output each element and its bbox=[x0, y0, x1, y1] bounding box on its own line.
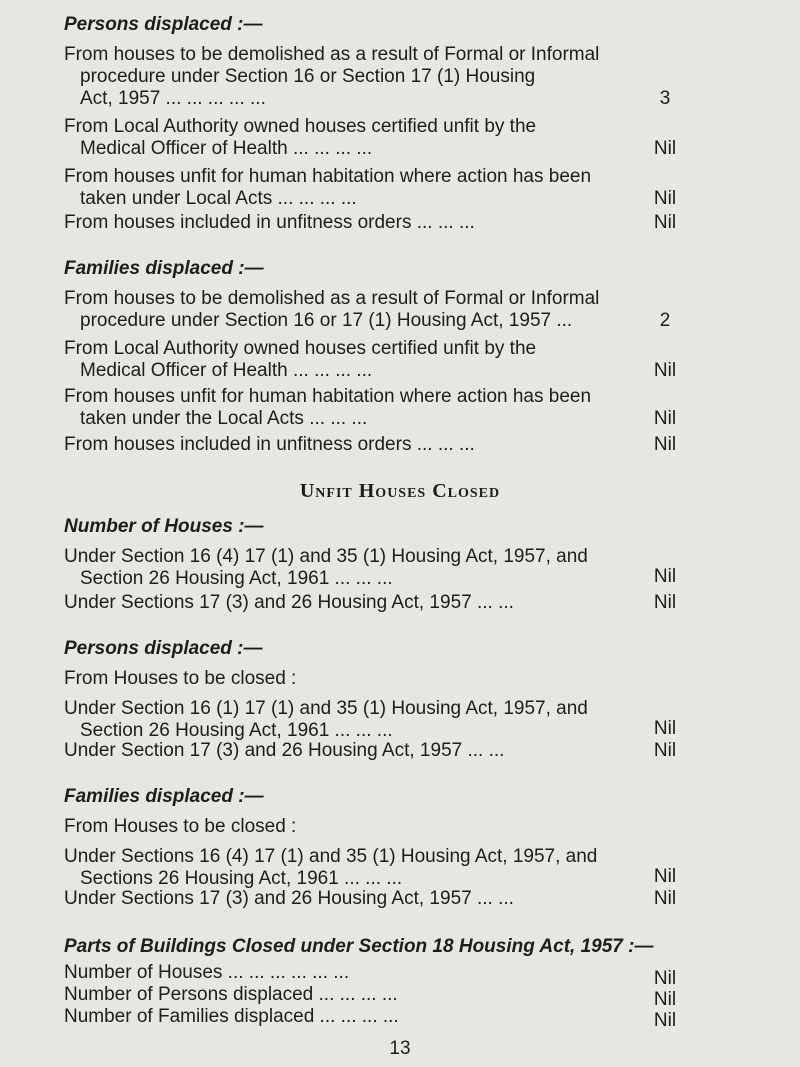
row-text: Number of Houses ... ... ... ... ... ... bbox=[64, 962, 350, 983]
row-value: Nil bbox=[653, 138, 677, 159]
section-heading: Parts of Buildings Closed under Section 18 Housing Act, 1957 :— bbox=[64, 936, 654, 957]
row-text: From houses unfit for human habitation where action has been bbox=[64, 166, 592, 187]
row-text: From houses included in unfitness orders ... ... ... bbox=[64, 434, 475, 455]
table-row bbox=[64, 338, 624, 382]
row-text: Number of Persons displaced ... ... ... ... bbox=[64, 984, 398, 1005]
row-text: procedure under Section 16 or Section 17 (1) Housing bbox=[80, 66, 536, 87]
table-row bbox=[64, 1006, 624, 1028]
row-value: Nil bbox=[653, 188, 677, 209]
row-text: Number of Families displaced ... ... ... ... bbox=[64, 1006, 399, 1027]
row-text: Under Section 16 (4) 17 (1) and 35 (1) Housing Act, 1957, and bbox=[64, 546, 588, 567]
row-text: From Local Authority owned houses certified unfit by the bbox=[64, 116, 537, 137]
section-intro: From Houses to be closed : bbox=[64, 816, 297, 837]
table-row bbox=[64, 288, 624, 332]
row-text: From houses included in unfitness orders ... ... ... bbox=[64, 212, 475, 233]
row-text: Section 26 Housing Act, 1961 ... ... ... bbox=[80, 720, 393, 741]
row-value: Nil bbox=[653, 718, 677, 739]
row-value: Nil bbox=[653, 888, 677, 909]
table-row bbox=[64, 984, 624, 1006]
row-value: Nil bbox=[653, 360, 677, 381]
row-text: Sections 26 Housing Act, 1961 ... ... ... bbox=[80, 868, 403, 889]
row-value: Nil bbox=[653, 592, 677, 613]
row-text: Under Section 17 (3) and 26 Housing Act, 1957 ... ... bbox=[64, 740, 505, 761]
table-row bbox=[64, 386, 624, 430]
table-row bbox=[64, 740, 624, 762]
table-row bbox=[64, 962, 624, 984]
table-row bbox=[64, 888, 624, 910]
row-text: Medical Officer of Health ... ... ... ... bbox=[80, 138, 373, 159]
row-text: From houses to be demolished as a result of Formal or Informal bbox=[64, 44, 600, 65]
table-row bbox=[64, 592, 624, 614]
table-row bbox=[64, 166, 624, 210]
section-heading: Families displaced :— bbox=[64, 258, 264, 279]
row-value: Nil bbox=[653, 434, 677, 455]
section-heading: Persons displaced :— bbox=[64, 638, 263, 659]
row-value: Nil bbox=[653, 740, 677, 761]
row-text: Under Sections 17 (3) and 26 Housing Act, 1957 ... ... bbox=[64, 888, 514, 909]
table-row bbox=[64, 698, 624, 742]
table-row bbox=[64, 434, 624, 456]
table-row bbox=[64, 212, 624, 234]
row-value: Nil bbox=[653, 968, 677, 989]
section-title: Unfit Houses Closed bbox=[299, 480, 501, 502]
row-value: Nil bbox=[653, 566, 677, 587]
row-text: From houses unfit for human habitation where action has been bbox=[64, 386, 592, 407]
row-value: Nil bbox=[653, 1010, 677, 1031]
row-value: Nil bbox=[653, 212, 677, 233]
section-intro: From Houses to be closed : bbox=[64, 668, 297, 689]
row-value: 2 bbox=[659, 310, 671, 331]
row-value: Nil bbox=[653, 989, 677, 1010]
row-text: taken under the Local Acts ... ... ... bbox=[80, 408, 368, 429]
row-text: From houses to be demolished as a result of Formal or Informal bbox=[64, 288, 600, 309]
page-number: 13 bbox=[389, 1038, 411, 1059]
row-text: Medical Officer of Health ... ... ... ... bbox=[80, 360, 373, 381]
section-heading: Families displaced :— bbox=[64, 786, 264, 807]
row-text: Section 26 Housing Act, 1961 ... ... ... bbox=[80, 568, 393, 589]
row-text: Under Sections 16 (4) 17 (1) and 35 (1) Housing Act, 1957, and bbox=[64, 846, 598, 867]
row-text: From Local Authority owned houses certified unfit by the bbox=[64, 338, 537, 359]
table-row bbox=[64, 846, 624, 890]
row-text: Act, 1957 ... ... ... ... ... bbox=[80, 88, 266, 109]
row-text: Under Sections 17 (3) and 26 Housing Act, 1957 ... ... bbox=[64, 592, 514, 613]
row-text: procedure under Section 16 or 17 (1) Housing Act, 1957 ... bbox=[80, 310, 573, 331]
table-row bbox=[64, 44, 624, 110]
section-heading: Number of Houses :— bbox=[64, 516, 264, 537]
row-text: taken under Local Acts ... ... ... ... bbox=[80, 188, 357, 209]
row-value: 3 bbox=[659, 88, 671, 109]
table-row bbox=[64, 116, 624, 160]
table-row bbox=[64, 546, 624, 590]
row-value: Nil bbox=[653, 866, 677, 887]
section-heading: Persons displaced :— bbox=[64, 14, 263, 35]
row-value: Nil bbox=[653, 408, 677, 429]
row-text: Under Section 16 (1) 17 (1) and 35 (1) Housing Act, 1957, and bbox=[64, 698, 588, 719]
